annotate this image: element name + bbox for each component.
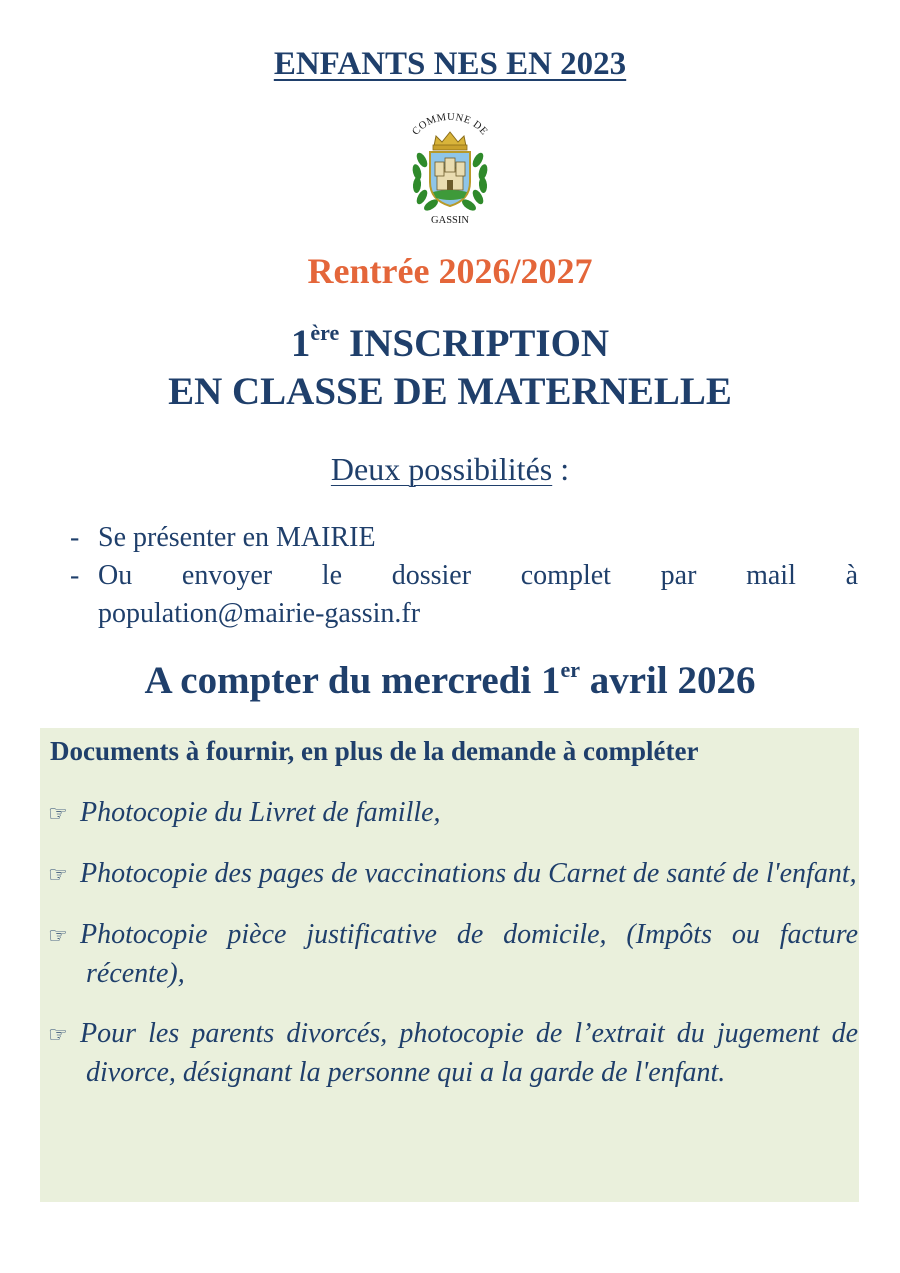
documents-panel (40, 728, 859, 1202)
svg-text:GASSIN: GASSIN (431, 215, 469, 226)
start-date-heading: A compter du mercredi 1er avril 2026 (144, 657, 756, 702)
pointing-hand-icon: ☞ (48, 1022, 68, 1047)
documents-list (48, 794, 858, 1114)
document-item: ☞ Photocopie des pages de vaccinations du Carnet de santé de l'enfant, (48, 855, 858, 894)
email-address: population@mairie-gassin.fr (98, 598, 421, 629)
document-item: ☞ Photocopie du Livret de famille, (48, 794, 858, 833)
option-email: - Ou envoyer le dossier complet par mail à population@mairie-gassin.fr (68, 557, 858, 633)
page-title: ENFANTS NES EN 2023 (273, 46, 627, 82)
gassin-coat-of-arms-logo (400, 108, 500, 226)
possibilities-heading: Deux possibilités : (330, 451, 570, 487)
options-list (68, 519, 858, 633)
pointing-hand-icon: ☞ (48, 801, 68, 826)
heading-line-2: EN CLASSE DE MATERNELLE (168, 370, 732, 413)
document-item: ☞ Pour les parents divorcés, photocopie de l’extrait du jugement de divorce, désignant la personne qui a la garde de l'enfant. (48, 1018, 858, 1088)
heading-line-1: 1ère INSCRIPTION (290, 320, 610, 365)
documents-title: Documents à fournir, en plus de la demande à compléter (50, 736, 699, 766)
option-mairie: - Se présenter en MAIRIE (68, 519, 858, 557)
svg-text:COMMUNE DE: COMMUNE DE (410, 111, 490, 138)
pointing-hand-icon: ☞ (48, 923, 68, 948)
school-year-heading: Rentrée 2026/2027 (307, 251, 593, 291)
document-item: ☞ Photocopie pièce justificative de domicile, (Impôts ou facture récente), (48, 919, 858, 989)
pointing-hand-icon: ☞ (48, 862, 68, 887)
inscription-heading (0, 320, 900, 416)
